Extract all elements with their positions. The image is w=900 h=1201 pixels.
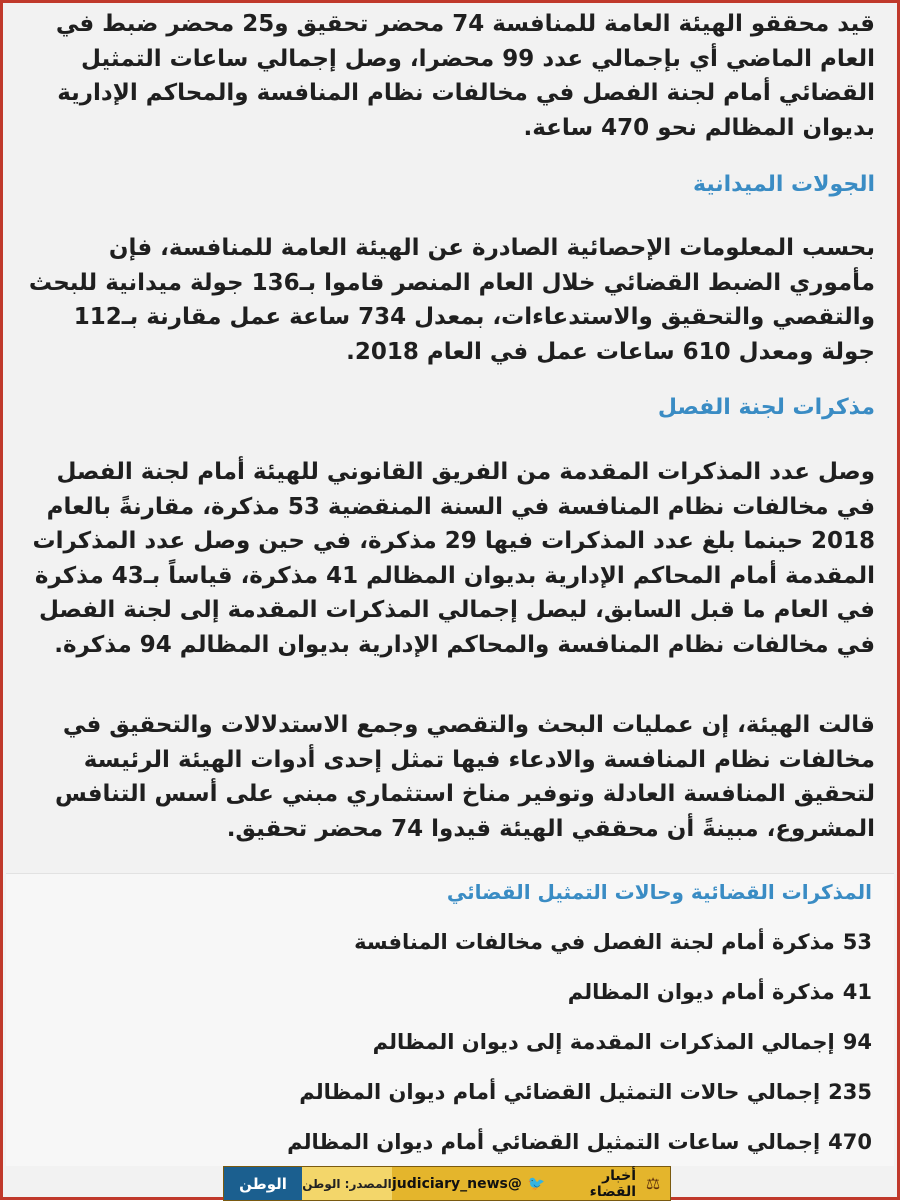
gavel-icon: ⚖ bbox=[636, 1167, 670, 1200]
stat-value: 53 bbox=[842, 930, 872, 954]
memos-heading: مذكرات لجنة الفصل bbox=[657, 395, 875, 420]
stat-label: إجمالي ساعات التمثيل القضائي أمام ديوان المظالم bbox=[287, 1130, 821, 1154]
stats-box bbox=[6, 873, 894, 1166]
source-label: المصدر: الوطن bbox=[302, 1167, 392, 1200]
stat-item bbox=[28, 1080, 872, 1104]
source-footer bbox=[223, 1166, 671, 1201]
stat-value: 94 bbox=[842, 1030, 872, 1054]
field-tours-heading: الجولات الميدانية bbox=[693, 172, 875, 197]
stat-label: إجمالي حالات التمثيل القضائي أمام ديوان المظالم bbox=[299, 1080, 821, 1104]
twitter-icon: 🐦 bbox=[527, 1175, 546, 1192]
stats-title: المذكرات القضائية وحالات التمثيل القضائي bbox=[446, 880, 872, 904]
stat-label: إجمالي المذكرات المقدمة إلى ديوان المظالم bbox=[372, 1030, 835, 1054]
stat-value: 470 bbox=[828, 1130, 872, 1154]
field-tours-paragraph: بحسب المعلومات الإحصائية الصادرة عن الهيئة العامة للمنافسة، فإن مأموري الضبط القضائي خلال العام المنصر قاموا بـ136 جولة ميدانية للبحث والتقصي والتحقيق والاستدعاءات، بمعدل 734 ساعة عمل مقارنة بـ112 جولة ومعدل 610 ساعات عمل في العام 2018. bbox=[28, 235, 875, 365]
twitter-handle[interactable] bbox=[392, 1167, 636, 1200]
intro-paragraph: قيد محققو الهيئة العامة للمنافسة 74 محضر تحقيق و25 محضر ضبط في العام الماضي أي بإجمالي عدد 99 محضرا، وصل إجمالي ساعات التمثيل القضائي أمام لجنة الفصل في مخالفات نظام المنافسة والمحاكم الإدارية بديوان المظالم نحو 470 ساعة. bbox=[55, 11, 875, 141]
account-label: أخبار القضاء bbox=[589, 1167, 636, 1200]
memos-paragraph: وصل عدد المذكرات المقدمة من الفريق القانوني للهيئة أمام لجنة الفصل في مخالفات نظام المنافسة في السنة المنقضية 53 مذكرة، مقارنةً بالعام 2018 حينما بلغ عدد المذكرات فيها 29 مذكرة، في حين وصل عدد المذكرات المقدمة أمام المحاكم الإدارية بديوان المظالم 41 مذكرة، قياساً بـ43 مذكرة في العام ما قبل السابق، ليصل إجمالي المذكرات المقدمة إلى لجنة الفصل في مخالفات نظام المنافسة والمحاكم الإدارية بديوان المظالم 94 مذكرة. bbox=[32, 459, 875, 658]
stat-item bbox=[28, 1130, 872, 1154]
stat-label: مذكرة أمام ديوان المظالم bbox=[567, 980, 835, 1004]
stat-item bbox=[28, 1030, 872, 1054]
newspaper-logo: الوطن bbox=[224, 1167, 302, 1200]
stat-value: 235 bbox=[828, 1080, 872, 1104]
stat-label: مذكرة أمام لجنة الفصل في مخالفات المنافسة bbox=[354, 930, 835, 954]
stat-item bbox=[28, 980, 872, 1004]
stat-value: 41 bbox=[842, 980, 872, 1004]
statement-paragraph: قالت الهيئة، إن عمليات البحث والتقصي وجمع الاستدلالات والتحقيق في مخالفات نظام المنافسة والادعاء فيها تمثل إحدى أدوات الهيئة الرئيسة لتحقيق المنافسة العادلة وتوفير مناخ استثماري مبني على أسس التنافس المشروع، مبينةً أن محققي الهيئة قيدوا 74 محضر تحقيق. bbox=[54, 712, 875, 842]
stat-item bbox=[28, 930, 872, 954]
handle-text: @judiciary_news bbox=[392, 1175, 522, 1192]
